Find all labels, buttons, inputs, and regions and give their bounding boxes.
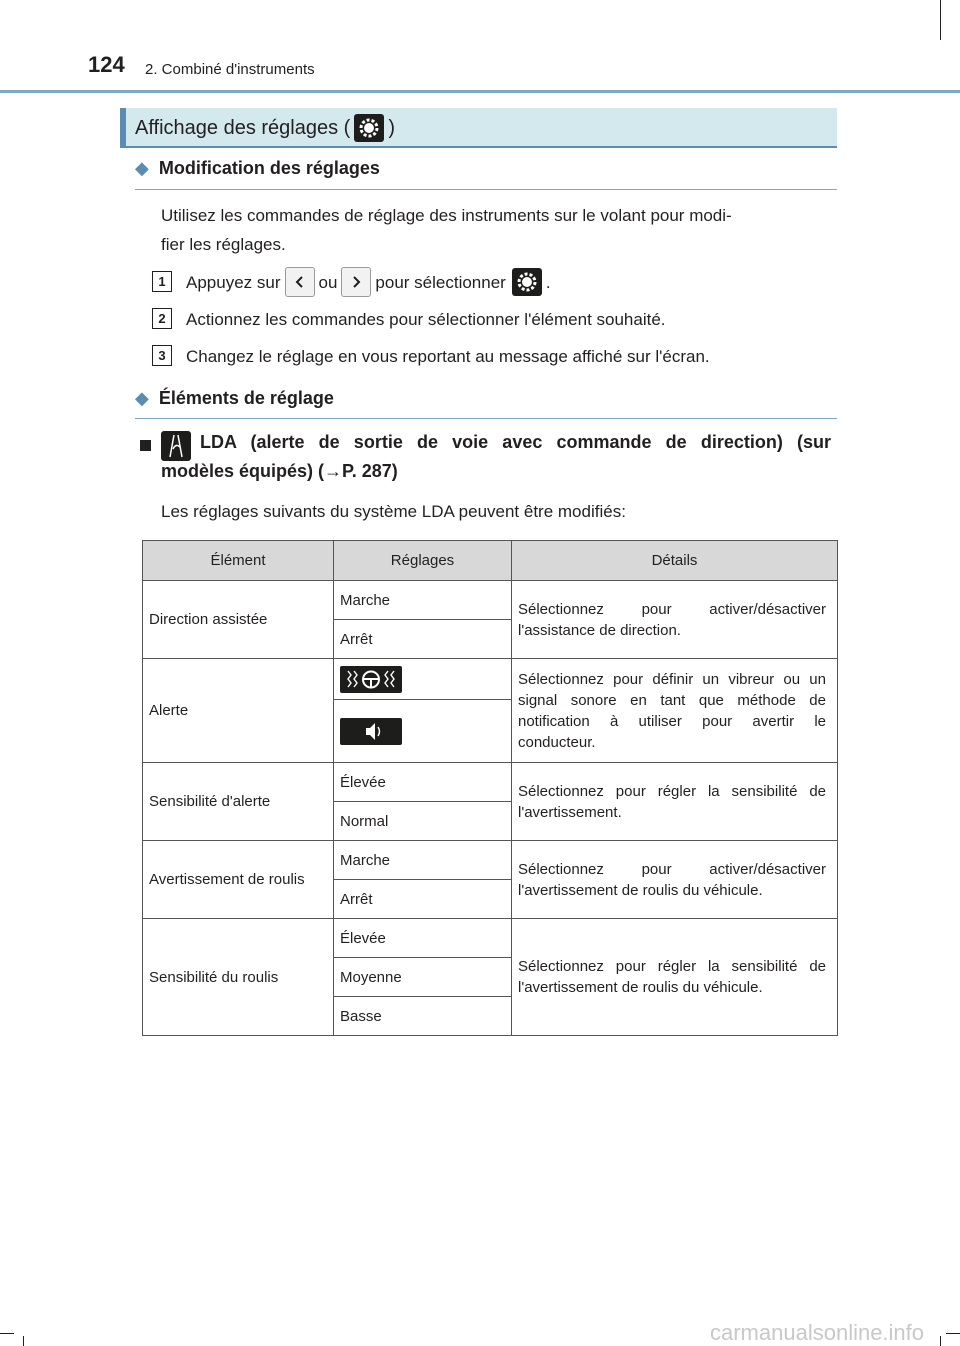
section-title-bar: [120, 108, 837, 148]
setting-cell: [334, 659, 512, 700]
chapter-title: 2. Combiné d'instruments: [145, 61, 315, 78]
buzzer-icon: [340, 718, 402, 745]
modification-heading: [135, 158, 380, 179]
table-row: [143, 841, 838, 880]
step-1-part-b: ou: [318, 272, 338, 292]
column-header: Élément: [143, 541, 334, 581]
section-title-suffix: ): [388, 116, 395, 139]
gear-icon: [354, 114, 384, 142]
step-1-part-d: .: [545, 272, 551, 292]
column-header: Détails: [512, 541, 838, 581]
element-cell: Sensibilité du roulis: [143, 919, 334, 1036]
square-bullet-icon: [140, 440, 151, 451]
elements-heading-text: Éléments de réglage: [158, 388, 334, 408]
setting-cell: Normal: [334, 802, 512, 841]
setting-cell: Arrêt: [334, 880, 512, 919]
lda-title-line-2: [161, 461, 398, 482]
crop-mark: [0, 1333, 14, 1334]
chevron-right-icon: [341, 267, 371, 297]
details-cell: Sélectionnez pour régler la sensibilité de l'avertissement.: [512, 763, 838, 841]
page-reference-link[interactable]: P. 287): [342, 461, 398, 481]
crop-mark: [940, 1336, 941, 1346]
setting-cell: Élevée: [334, 763, 512, 802]
intro-line-1: Utilisez les commandes de réglage des instruments sur le volant pour modi-: [161, 206, 732, 225]
step-number: 2: [152, 308, 172, 329]
elements-heading: [135, 388, 334, 409]
diamond-bullet-icon: ◆: [135, 158, 149, 178]
modification-intro: [161, 201, 837, 259]
setting-cell: Marche: [334, 841, 512, 880]
element-cell: Direction assistée: [143, 581, 334, 659]
setting-cell: Marche: [334, 581, 512, 620]
lda-icon: [161, 431, 191, 461]
step-2-text: Actionnez les commandes pour sélectionner l'élément souhaité.: [186, 310, 666, 329]
steering-vibration-icon: [340, 666, 402, 693]
section-title-prefix: Affichage des réglages (: [135, 116, 351, 139]
step-1-part-c: pour sélectionner: [375, 272, 506, 292]
details-cell: Sélectionnez pour activer/désactiver l'avertissement de roulis du véhicule.: [512, 841, 838, 919]
table-row: [143, 659, 838, 700]
element-cell: Avertissement de roulis: [143, 841, 334, 919]
setting-cell: [334, 700, 512, 763]
reference-arrow-icon: →: [324, 461, 343, 481]
diamond-bullet-icon: ◆: [135, 388, 149, 408]
table-header-row: [143, 541, 838, 581]
setting-cell: Basse: [334, 997, 512, 1036]
lda-title-line-1: LDA (alerte de sortie de voie avec commande de direction) (sur: [200, 432, 831, 452]
details-cell: Sélectionnez pour définir un vibreur ou un signal sonore en tant que méthode de notification à utiliser pour avertir le conducteur.: [512, 659, 838, 763]
crop-mark: [940, 0, 941, 40]
step-3-text: Changez le réglage en vous reportant au message affiché sur l'écran.: [186, 347, 710, 366]
element-cell: Sensibilité d'alerte: [143, 763, 334, 841]
gear-icon: [512, 268, 542, 296]
heading-rule: [135, 189, 837, 190]
heading-rule: [135, 418, 837, 419]
setting-cell: Arrêt: [334, 620, 512, 659]
table-row: [143, 919, 838, 958]
setting-cell: Élevée: [334, 919, 512, 958]
table-row: [143, 763, 838, 802]
watermark: carmanualsonline.info: [710, 1320, 925, 1345]
modification-heading-text: Modification des réglages: [158, 158, 380, 178]
setting-cell: Moyenne: [334, 958, 512, 997]
step-number: 1: [152, 271, 172, 292]
page-number: 124: [88, 52, 125, 77]
column-header: Réglages: [334, 541, 512, 581]
section-title: [135, 114, 395, 142]
step-1-text: [186, 267, 551, 297]
step-1-part-a: Appuyez sur: [186, 272, 281, 292]
element-cell: Alerte: [143, 659, 334, 763]
section-accent: [120, 108, 126, 146]
chevron-left-icon: [285, 267, 315, 297]
header-rule: [0, 90, 960, 93]
lda-intro: Les réglages suivants du système LDA peuvent être modifiés:: [161, 502, 626, 521]
settings-table: [142, 540, 838, 1036]
lda-title-text: modèles équipés) (: [161, 461, 325, 481]
crop-mark: [946, 1333, 960, 1334]
table-row: [143, 581, 838, 620]
intro-line-2: fier les réglages.: [161, 235, 286, 254]
crop-mark: [23, 1336, 24, 1346]
details-cell: Sélectionnez pour régler la sensibilité de l'avertissement de roulis du véhicule.: [512, 919, 838, 1036]
step-number: 3: [152, 345, 172, 366]
details-cell: Sélectionnez pour activer/désactiver l'assistance de direction.: [512, 581, 838, 659]
